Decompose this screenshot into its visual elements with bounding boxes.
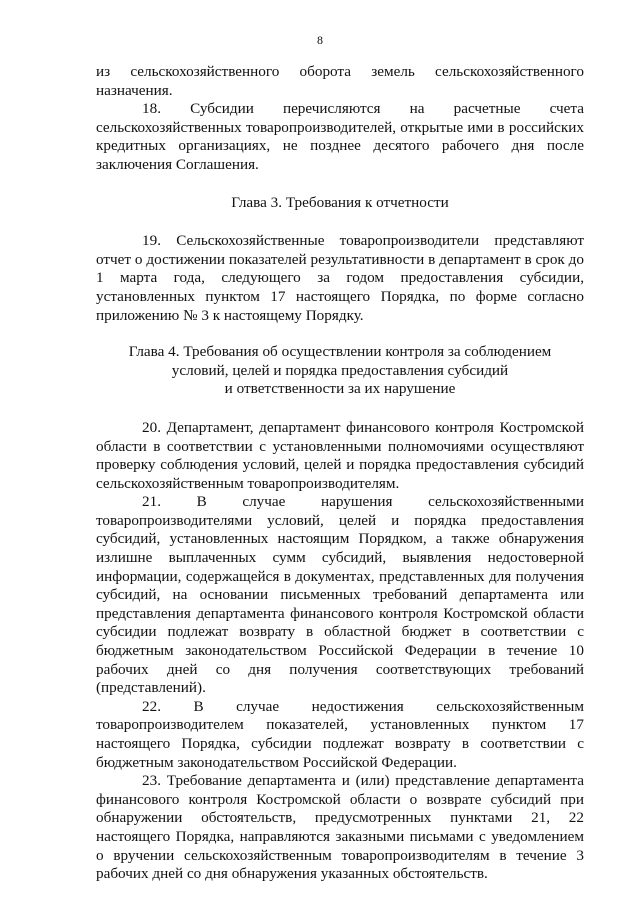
- chapter-4-heading-line: и ответственности за их нарушение: [224, 380, 456, 398]
- chapter-3-heading: Глава 3. Требования к отчетности: [231, 193, 449, 211]
- paragraph-22: 22. В случае недостижения сельскохозяйственным товаропроизводителем показателей, установленных пунктом 17 настоящего Порядка, субсидии подлежат возврату в соответствии с бюджетным законодательством Российской Федерации.: [96, 697, 584, 771]
- paragraph-21: 21. В случае нарушения сельскохозяйственными товаропроизводителями условий, целей и порядка предоставления субсидий, установленных настоящим Порядком, а также обнаружения излишне выплаченных сумм субсидий, выявления недостоверной информации, содержащейся в документах, представленных для получения субсидий, на основании письменных требований департамента или представления департамента финансового контроля Костромской области субсидии подлежат возврату в областной бюджет в соответствии с бюджетным законодательством Российской Федерации в течение 10 рабочих дней со дня получения соответствующих требований (представлений).: [96, 493, 584, 697]
- document-body: [96, 63, 584, 884]
- chapter-4-heading-line: условий, целей и порядка предоставления субсидий: [171, 361, 509, 379]
- page-number: 8: [317, 33, 323, 47]
- paragraph-23: 23. Требование департамента и (или) представление департамента финансового контроля Костромской области о возврате субсидий при обнаружении обстоятельств, предусмотренных пунктами 21, 22 настоящего Порядка, направляются заказными письмами с уведомлением о вручении сельскохозяйственным товаропроизводителям в течение 3 рабочих дней со дня обнаружения указанных обстоятельств.: [96, 772, 584, 883]
- chapter-4-heading: [96, 343, 584, 399]
- chapter-4-heading-line: Глава 4. Требования об осуществлении контроля за соблюдением: [128, 343, 552, 361]
- paragraph-17-end: из сельскохозяйственного оборота земель сельскохозяйственного назначения.: [96, 63, 584, 99]
- paragraph-18: 18. Субсидии перечисляются на расчетные счета сельскохозяйственных товаропроизводителей, открытые ими в российских кредитных организациях, не позднее десятого рабочего дня после заключения Соглашения.: [96, 100, 584, 173]
- paragraph-20: 20. Департамент, департамент финансового контроля Костромской области в соответствии с установленными полномочиями осуществляют проверку соблюдения условий, целей и порядка предоставления субсидий сельскохозяйственным товаропроизводителям.: [96, 418, 584, 492]
- paragraph-19: 19. Сельскохозяйственные товаропроизводители представляют отчет о достижении показателей результативности в департамент в срок до 1 марта года, следующего за годом предоставления субсидии, установленных пунктом 17 настоящего Порядка, по форме согласно приложению № 3 к настоящему Порядку.: [96, 232, 584, 324]
